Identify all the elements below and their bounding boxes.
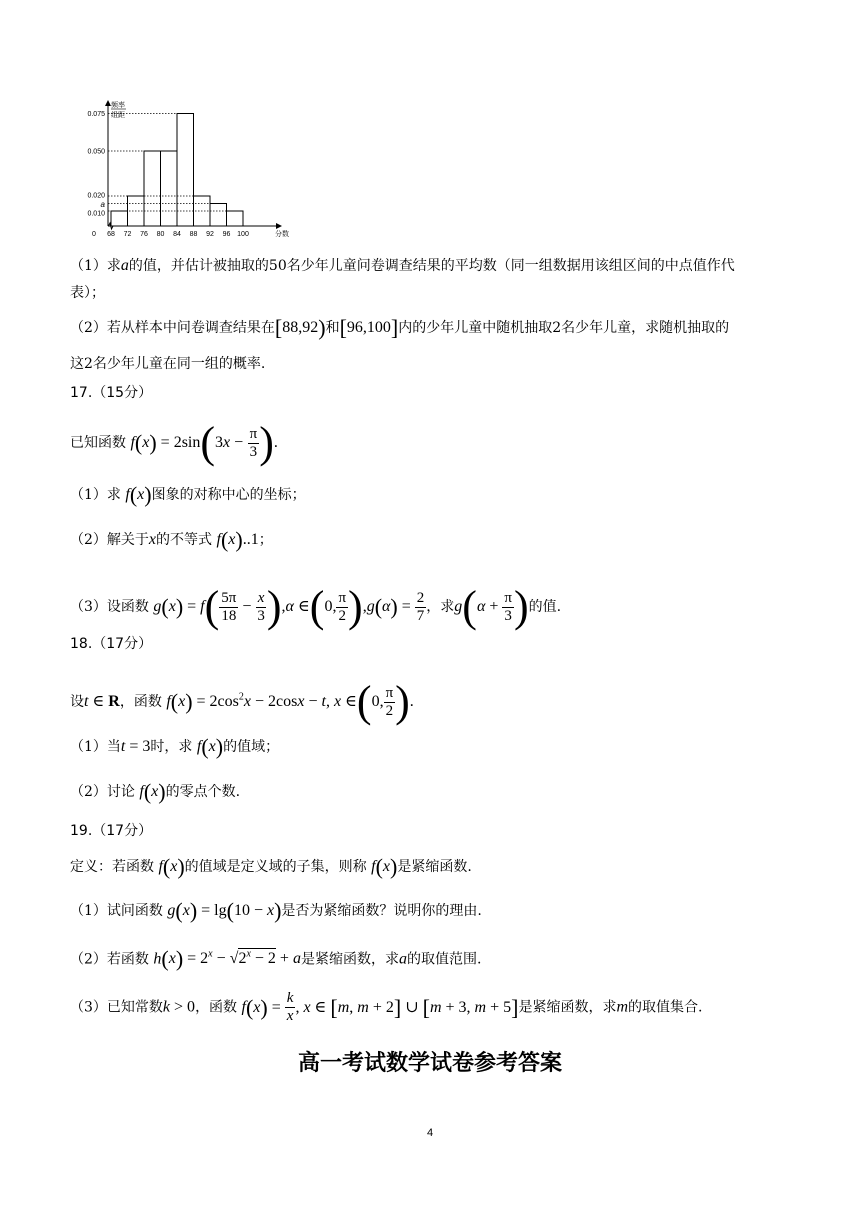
q17-part3: （3）设函数 g(x) = f( $\frac{5\pi}{18}$ − $\frac{x}{3}$ ),α ∈(0, $\frac{\pi}{2}$ ),g(α) = $\frac{2}{7}$ ，求g(α + $\frac{\pi}{3}$ )的值. <box>70 582 562 631</box>
x-tick-label: 92 <box>206 231 214 238</box>
x-tick-label: 88 <box>189 231 198 238</box>
y-axis-title-top: 频率 <box>111 102 125 109</box>
y-tick-label: 0.010 <box>87 210 105 218</box>
q19-part2: （2）若函数 $h(x) = 2^x - √2^x - 2 + a$是紧缩函数，求a的取值范围. <box>70 946 482 972</box>
q18-heading: 18.（17分） <box>70 636 153 652</box>
histogram-bar <box>144 151 161 226</box>
q18-stem: 设t ∈ R，函数 $f(x) = 2\cos^2x - 2\cos x - t$, x ∈(0, $\frac{\pi}{2}$ ). <box>70 677 414 726</box>
q16-part2-line2: 这2名少年儿童在同一组的概率. <box>70 356 266 372</box>
histogram-bar <box>161 151 178 226</box>
x-axis-arrow <box>276 223 282 229</box>
histogram-bars <box>111 114 243 227</box>
q17-stem: 已知函数 f(x) = 2sin(3x − $\frac{\pi}{3}$ ). <box>70 418 278 467</box>
q17-part2: （2）解关于x的不等式 f(x)..1； <box>70 527 273 552</box>
q19-definition: 定义：若函数 f(x)的值域是定义域的子集，则称 f(x)是紧缩函数. <box>70 854 472 879</box>
x-tick-label: 84 <box>173 231 181 238</box>
x-tick-label: 100 <box>237 231 249 238</box>
y-tick-label: 0.050 <box>87 148 105 156</box>
answer-key-title: 高一考试数学试卷参考答案 <box>297 1051 562 1076</box>
x-tick-label: 0 <box>92 231 96 238</box>
y-tick-label: 0.075 <box>87 111 105 118</box>
x-tick-label: 72 <box>123 231 132 238</box>
x-tick-label: 80 <box>156 231 165 238</box>
x-tick-label: 68 <box>107 231 115 238</box>
q19-heading: 19.（17分） <box>70 823 153 839</box>
y-tick-label: a <box>100 200 105 209</box>
q19-part1: （1）试问函数 g(x) = lg(10 − x)是否为紧缩函数？说明你的理由. <box>70 898 482 923</box>
q17-heading: 17.（15分） <box>70 385 153 401</box>
q16-part1-line2: 表）； <box>70 285 105 301</box>
x-tick-label: 76 <box>140 231 148 238</box>
histogram-bar <box>210 204 227 227</box>
q18-part2: （2）讨论 f(x)的零点个数. <box>70 779 241 804</box>
x-axis-title: 分数 <box>275 231 289 238</box>
histogram-labels <box>87 100 289 238</box>
y-axis-title-bottom: 组距 <box>111 112 125 119</box>
y-tick-label: 0.020 <box>87 192 105 200</box>
q16-part2-line1: （2）若从样本中问卷调查结果在[88,92)和[96,100]内的少年儿童中随机抽取2名少年儿童，求随机抽取的 <box>70 315 730 340</box>
histogram-bar <box>227 211 244 226</box>
histogram-bar <box>177 114 194 227</box>
q18-part1: （1）当t = 3时，求 f(x)的值域； <box>70 734 280 759</box>
page-number: 4 <box>426 1127 434 1139</box>
frequency-histogram <box>70 98 290 246</box>
histogram-bar <box>111 211 128 226</box>
q16-part1-line1: （1）求a的值，并估计被抽取的50名少年儿童问卷调查结果的平均数（同一组数据用该组区间的中点值作代 <box>70 257 735 274</box>
q17-part1: （1）求 f(x)图象的对称中心的坐标； <box>70 482 306 507</box>
x-tick-label: 96 <box>222 231 231 238</box>
q19-part3: （3）已知常数k > 0，函数 f(x) = $\frac{k}{x}$ , x ∈ [m, m + 2] ∪ [m + 3, m + 5]是紧缩函数，求m的取值集合. <box>70 990 703 1024</box>
